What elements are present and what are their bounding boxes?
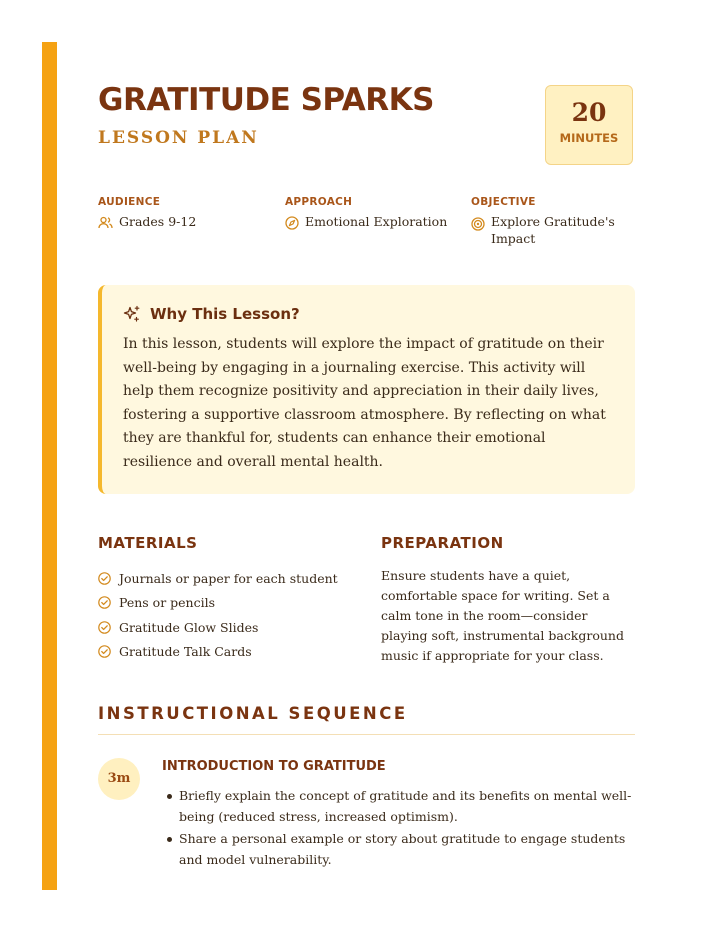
list-item bbox=[98, 615, 358, 640]
audience-label: AUDIENCE bbox=[98, 196, 161, 208]
preparation-text: Ensure students have a quiet, comfortable space for writing. Set a calm tone in the room—consider playing soft, instrumental background music if appropriate for your class. bbox=[381, 568, 624, 663]
preparation-heading: PREPARATION bbox=[381, 534, 504, 552]
sparkles-icon bbox=[123, 305, 141, 323]
approach-value: Emotional Exploration bbox=[305, 214, 448, 229]
sequence-divider bbox=[98, 734, 635, 735]
sequence-heading: INSTRUCTIONAL SEQUENCE bbox=[98, 704, 408, 723]
compass-icon bbox=[285, 216, 299, 230]
list-item bbox=[98, 640, 358, 665]
check-circle-icon bbox=[98, 572, 111, 585]
objective-value: Explore Gratitude's Impact bbox=[491, 214, 615, 246]
meta-objective bbox=[471, 196, 621, 247]
objective-label: OBJECTIVE bbox=[471, 196, 536, 208]
accent-bar bbox=[42, 42, 57, 890]
meta-approach bbox=[285, 196, 455, 230]
check-circle-icon bbox=[98, 645, 111, 658]
list-item: Share a personal example or story about gratitude to engage students and model vulnerability. bbox=[162, 829, 632, 870]
users-icon bbox=[98, 216, 113, 229]
list-item bbox=[98, 591, 358, 616]
material-label: Gratitude Glow Slides bbox=[119, 619, 259, 635]
step-title: INTRODUCTION TO GRATITUDE bbox=[162, 759, 386, 774]
check-circle-icon bbox=[98, 621, 111, 634]
duration-badge bbox=[545, 85, 633, 165]
page-title: GRATITUDE SPARKS bbox=[98, 82, 435, 118]
check-circle-icon bbox=[98, 596, 111, 609]
material-label: Gratitude Talk Cards bbox=[119, 644, 252, 660]
page-subtitle: LESSON PLAN bbox=[98, 128, 259, 148]
materials-list bbox=[98, 566, 358, 664]
materials-heading: MATERIALS bbox=[98, 534, 198, 552]
audience-value: Grades 9-12 bbox=[119, 214, 197, 229]
step-bullets bbox=[162, 786, 632, 872]
duration-value: 20 bbox=[571, 98, 607, 127]
duration-unit: MINUTES bbox=[559, 131, 619, 145]
callout-body: In this lesson, students will explore the impact of gratitude on their well-being by engaging in a journaling exercise. This activity will help them recognize positivity and appreciation in their daily lives, fostering a supportive classroom atmosphere. By reflecting on what they are thankful for, students can enhance their emotional resilience and overall mental health. bbox=[123, 336, 606, 470]
approach-label: APPROACH bbox=[285, 196, 353, 208]
step-duration-badge: 3m bbox=[98, 758, 140, 800]
callout-heading: Why This Lesson? bbox=[150, 305, 300, 323]
material-label: Pens or pencils bbox=[119, 595, 216, 611]
list-item bbox=[98, 566, 358, 591]
material-label: Journals or paper for each student bbox=[119, 570, 338, 586]
list-item: Briefly explain the concept of gratitude and its benefits on mental well-being (reduced stress, increased optimism). bbox=[162, 786, 632, 827]
meta-audience bbox=[98, 196, 268, 230]
target-icon bbox=[471, 217, 485, 231]
why-lesson-callout bbox=[98, 285, 635, 494]
